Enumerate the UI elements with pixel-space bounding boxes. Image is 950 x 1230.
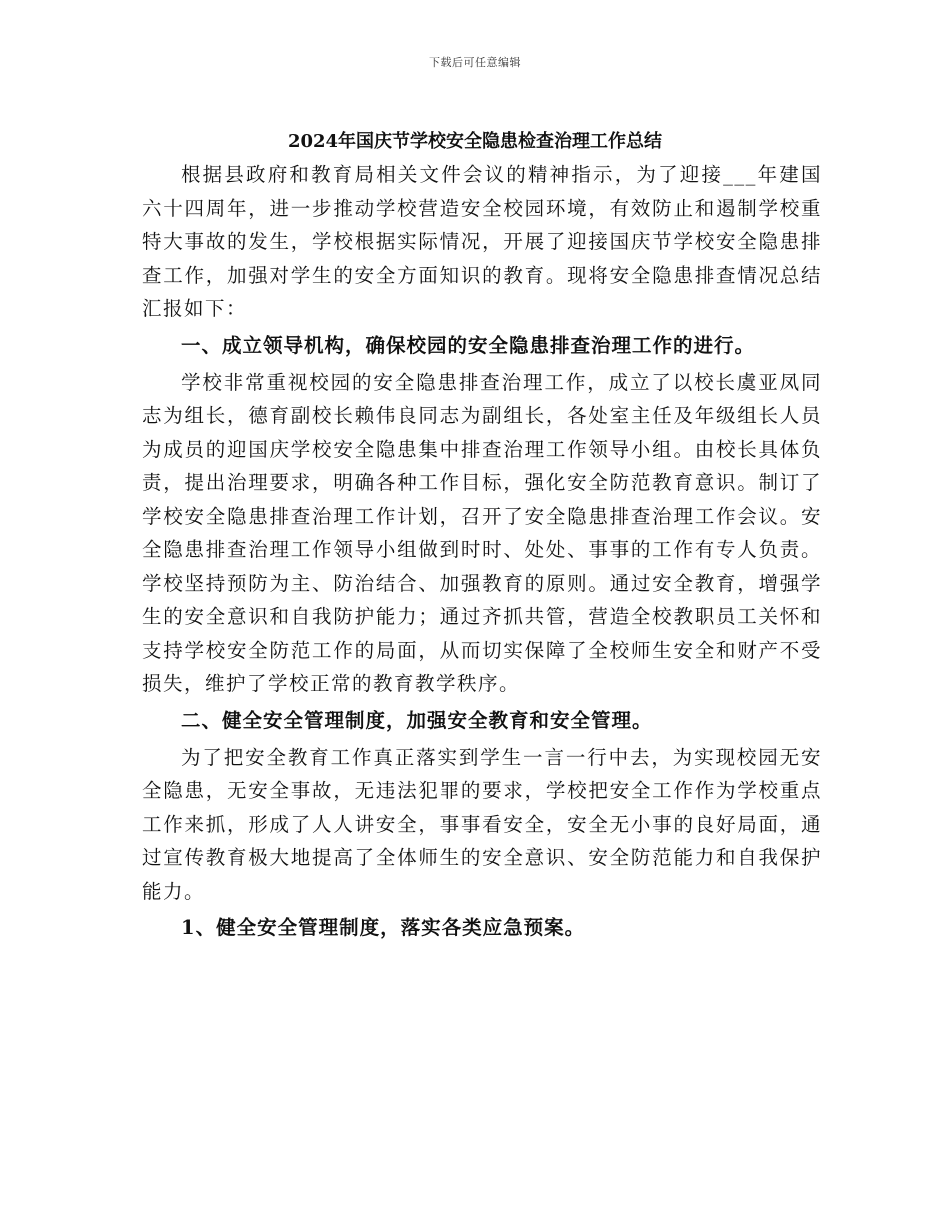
subsection-heading-1: 1、健全安全管理制度，落实各类应急预案。	[181, 916, 586, 939]
paragraph-leadership: 学校非常重视校园的安全隐患排查治理工作，成立了以校长虞亚凤同志为组长，德育副校长赖伟良同志为副组长，各处室主任及年级组长人员为成员的迎国庆学校安全隐患集中排查治理工作领导小组。由校长具体负责，提出治理要求，明确各种工作目标，强化安全防范教育意识。制订了学校安全隐患排查治理工作计划，召开了安全隐患排查治理工作会议。安全隐患排查治理工作领导小组做到时时、处处、事事的工作有专人负责。学校坚持预防为主、防治结合、加强教育的原则。通过安全教育，增强学生的安全意识和自我防护能力；通过齐抓共管，营造全校教职员工关怀和支持学校安全防范工作的局面，从而切实保障了全校师生安全和财产不受损失，维护了学校正常的教育教学秩序。	[142, 370, 822, 695]
paragraph-education: 为了把安全教育工作真正落实到学生一言一行中去，为实现校园无安全隐患，无安全事故，无违法犯罪的要求，学校把安全工作作为学校重点工作来抓，形成了人人讲安全，事事看安全，安全无小事的良好局面，通过宣传教育极大地提高了全体师生的安全意识、安全防范能力和自我保护能力。	[142, 745, 822, 903]
document-body	[142, 158, 822, 948]
section-heading-1: 一、成立领导机构，确保校园的安全隐患排查治理工作的进行。	[181, 333, 756, 357]
section-heading-2: 二、健全安全管理制度，加强安全教育和安全管理。	[181, 708, 653, 732]
document-title: 2024年国庆节学校安全隐患检查治理工作总结	[287, 131, 663, 152]
paragraph-intro: 根据县政府和教育局相关文件会议的精神指示，为了迎接___年建国六十四周年，进一步推动学校营造安全校园环境，有效防止和遏制学校重特大事故的发生，学校根据实际情况，开展了迎接国庆节学校安全隐患排查工作，加强对学生的安全方面知识的教育。现将安全隐患排查情况总结汇报如下：	[142, 163, 822, 320]
header-note: 下载后可任意编辑	[429, 56, 521, 69]
